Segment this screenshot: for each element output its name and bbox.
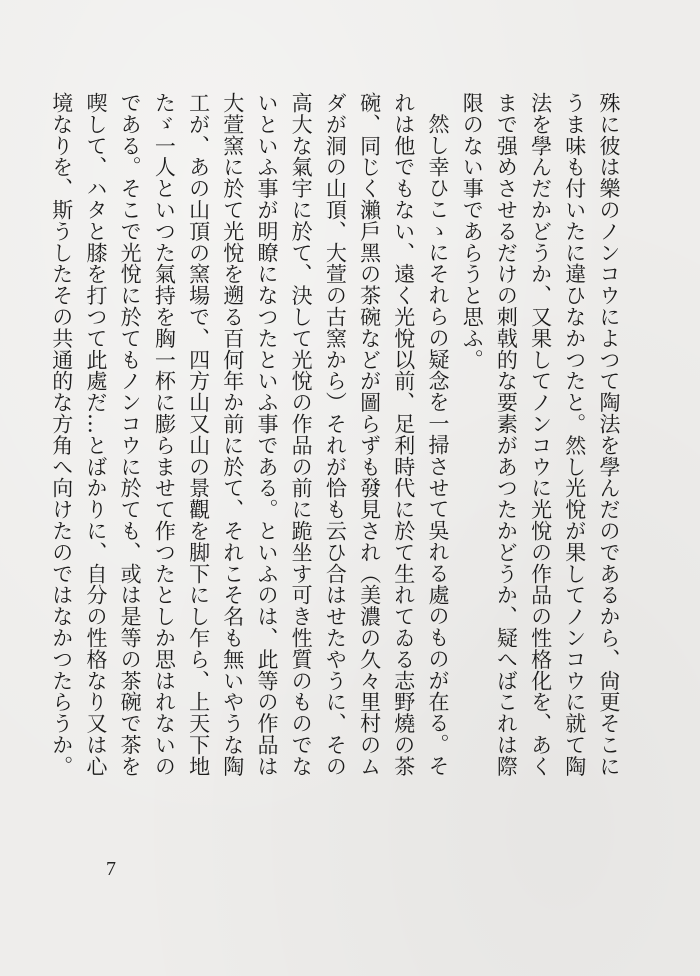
paragraph-2: 然し幸ひこゝにそれらの疑念を一掃させて吳れる處のものが在る。それは他でもない、遠く光悅以前、足利時代に於て生れてゐる志野燒の茶碗、同じく瀨戶黑の茶碗などが圖らずも發見され（美濃の久々里村のムダが洞の山頂、大萱の古窯から）それが恰も云ひ合はせたやうに、その高大な氣宇に於て、決して光悅の作品の前に跪坐す可き性質のものでないといふ事が明瞭になつたといふ事である。といふのは、此等の作品は大萱窯に於て光悅を遡る百何年か前に於て、それこそ名も無いやうな陶工が、あの山頂の窯場で、四方山又山の景觀を脚下にし乍ら、上天下地たゞ一人といつた氣持を胸一杯に膨らませて作つたとしか思はれないのである。そこで光悅に於てもノンコウに於ても、或は是等の茶碗で茶を喫して、ハタと膝を打つて此處だ…とばかりに、自分の性格なり又は心境なりを、斯うしたその共通的な方角へ向けたのではなかつたらうか。 xyxy=(49,92,450,777)
body-text xyxy=(49,92,626,792)
paragraph-1: 殊に彼は樂のノンコウによつて陶法を學んだのであるから、尙更そこにうま味も付いたに違ひなかつたと。然し光悅が果してノンコウに就て陶法を學んだかどうか、又果してノンコウに光悅の作品の性格化を、あくまで强めさせるだけの刺戟的な要素があつたかどうか、疑へばこれは際限のない事であらうと思ふ。 xyxy=(460,92,621,777)
page-number: 7 xyxy=(106,858,116,880)
